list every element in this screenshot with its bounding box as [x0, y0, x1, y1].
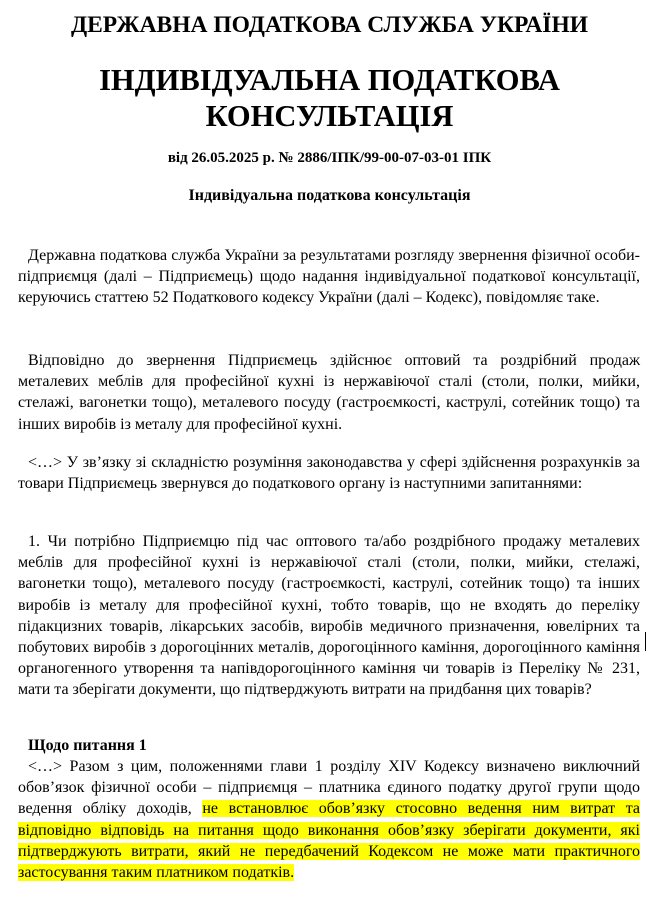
document-title: ІНДИВІДУАЛЬНА ПОДАТКОВА КОНСУЛЬТАЦІЯ [99, 63, 560, 133]
paragraph-answer-1 [18, 756, 640, 883]
document-number: від 26.05.2025 р. № 2886/ІПК/99-00-07-03-01 ІПК [167, 150, 492, 166]
paragraph-business-description: Відповідно до звернення Підприємець здійснює оптовий та роздрібний продаж металевих меблів для професійної кухні із нержавіючої сталі (столи, полки, мийки, стелажі, вагонетки тощо), металевого посуду (гастроємкості, каструлі, сотейник тощо) та інших виробів із металу для професійної кухні. [18, 352, 640, 433]
paragraph-question-1: 1. Чи потрібно Підприємцю під час оптового та/або роздрібного продажу металевих меблів для професійної кухні із нержавіючої сталі (столи, полки, мийки, стелажі, вагонетки тощо), металевого посуду (гастроємкості, каструлі, сотейник тощо) та інших виробів із металу для професійної кухні, тобто товарів, що не входять до переліку підакцизних товарів, лікарських засобів, виробів медичного призначення, ювелірних та побутових виробів з дорогоцінних металів, дорогоцінного каміння, дорогоцінного каміння органогенного утворення та напівдорогоцінного каміння чи товарів із Переліку № 231, мати та зберігати документи, що підтверджують витрати на придбання цих товарів? [18, 533, 640, 699]
paragraph-request: <…> У зв’язку зі складністю розуміння законодавства у сфері здійснення розрахунків за товари Підприємець звернувся до податкового органу із наступними запитаннями: [18, 454, 640, 493]
document-subtitle: Індивідуальна податкова консультація [188, 187, 471, 204]
highlighted-text: не встановлює обов’язку стосовно ведення ним витрат та відповідно відповідь на питання щодо виконання обов’язку зберігати документи, які підтверджують витрати, який не передбачений Кодексом не може мати практичного застосування таким платником податків. [18, 800, 641, 882]
agency-name: ДЕРЖАВНА ПОДАТКОВА СЛУЖБА УКРАЇНИ [70, 12, 589, 38]
answer-plain-text: <…> Разом з цим, положеннями глави 1 розділу XIV Кодексу визначено виключний обов’язок фізичної особи – підприємця – платника єдиного податку другої групи щодо ведення обліку доходів, [18, 758, 640, 818]
text-cursor [645, 632, 646, 651]
paragraph-intro: Державна податкова служба України за результатами розгляду звернення фізичної особи-підприємця (далі – Підприємець) щодо надання індивідуальної податкової консультації, керуючись статтею 52 Податкового кодексу України (далі – Кодекс), повідомляє таке. [18, 247, 640, 307]
section-heading-question-1: Щодо питання 1 [28, 737, 147, 754]
